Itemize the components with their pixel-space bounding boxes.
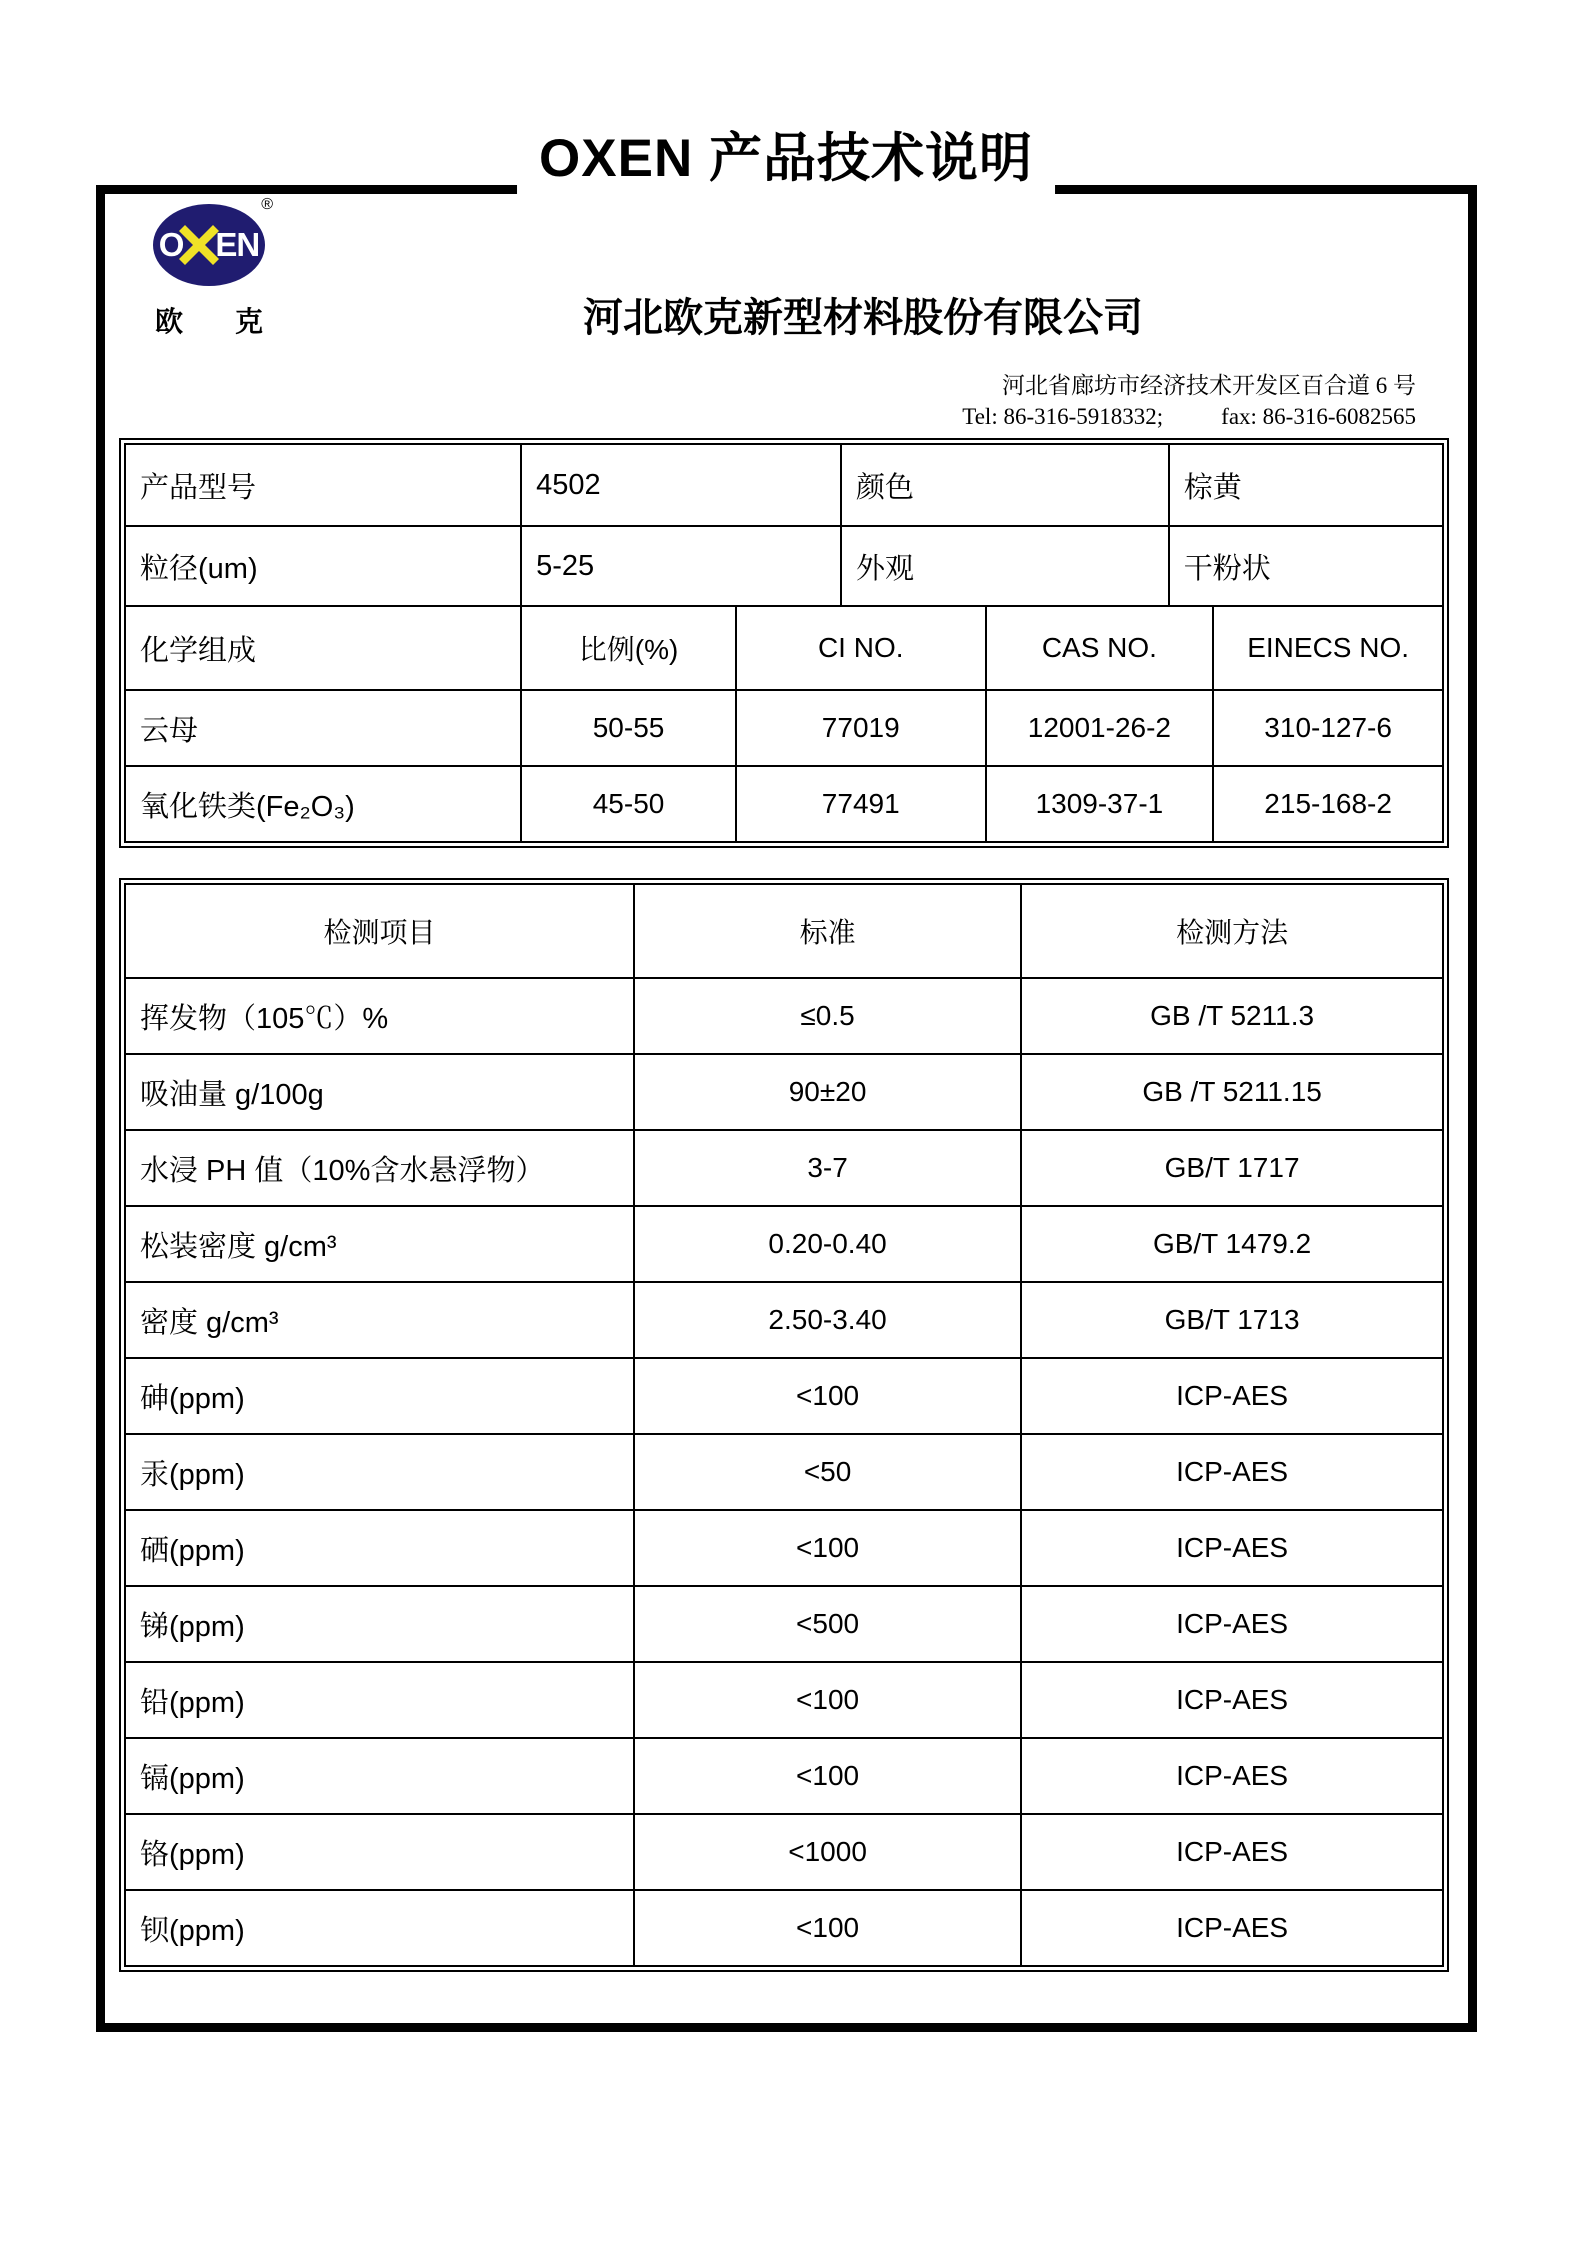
tel-text: Tel: 86-316-5918332; bbox=[962, 404, 1164, 429]
table-cell: 0.20-0.40 bbox=[633, 1205, 1020, 1281]
table-cell: 水浸 PH 值（10%含水悬浮物） bbox=[126, 1129, 633, 1205]
product-basic-grid bbox=[126, 445, 1442, 605]
table-cell: 5-25 bbox=[520, 525, 840, 605]
table-cell: ICP-AES bbox=[1020, 1737, 1442, 1813]
table-cell: 产品型号 bbox=[140, 471, 257, 504]
composition-grid bbox=[126, 605, 1442, 841]
table-cell: 棕黄 bbox=[1168, 445, 1442, 525]
table-cell: ≤0.5 bbox=[633, 977, 1020, 1053]
table-cell: 云母 bbox=[126, 689, 520, 765]
table-cell: <100 bbox=[633, 1737, 1020, 1813]
contact-line bbox=[962, 401, 1416, 432]
table-cell: GB/T 1717 bbox=[1020, 1129, 1442, 1205]
column-header: 检测方法 bbox=[1020, 885, 1442, 977]
address-line: 河北省廊坊市经济技术开发区百合道 6 号 bbox=[1002, 373, 1416, 398]
column-header: CAS NO. bbox=[985, 605, 1213, 689]
logo-caption-right: 克 bbox=[234, 306, 263, 337]
table-cell: ICP-AES bbox=[1020, 1585, 1442, 1661]
registered-trademark-icon: ® bbox=[261, 196, 273, 213]
table-cell: GB /T 5211.15 bbox=[1020, 1053, 1442, 1129]
table-cell: <100 bbox=[633, 1889, 1020, 1965]
table-cell: 45-50 bbox=[520, 765, 735, 841]
table-cell: 1309-37-1 bbox=[985, 765, 1213, 841]
table-cell: 12001-26-2 bbox=[985, 689, 1213, 765]
column-header: EINECS NO. bbox=[1212, 605, 1442, 689]
table-cell: 310-127-6 bbox=[1212, 689, 1442, 765]
column-header: CI NO. bbox=[735, 605, 985, 689]
table-cell: GB/T 1713 bbox=[1020, 1281, 1442, 1357]
table-cell: 钡(ppm) bbox=[126, 1889, 633, 1965]
table-cell: 4502 bbox=[520, 445, 840, 525]
table-cell: 粒径(um) bbox=[126, 525, 520, 605]
table-cell: 铬(ppm) bbox=[126, 1813, 633, 1889]
table-cell: 3-7 bbox=[633, 1129, 1020, 1205]
column-header: 检测项目 bbox=[323, 917, 436, 948]
oxen-logo-ellipse bbox=[153, 196, 273, 286]
table-cell: 挥发物（105℃）% bbox=[126, 977, 633, 1053]
table-cell: 镉(ppm) bbox=[126, 1737, 633, 1813]
table-cell: 颜色 bbox=[840, 445, 1168, 525]
table-cell: <100 bbox=[633, 1357, 1020, 1433]
table-cell: 铅(ppm) bbox=[126, 1661, 633, 1737]
logo-letter-o: O bbox=[158, 226, 184, 263]
table-cell: 硒(ppm) bbox=[126, 1509, 633, 1585]
test-table bbox=[119, 878, 1449, 1972]
table-cell: 77491 bbox=[735, 765, 985, 841]
table-cell: ICP-AES bbox=[1020, 1813, 1442, 1889]
test-grid bbox=[126, 885, 1442, 1965]
column-header: 比例(%) bbox=[520, 605, 735, 689]
table-cell: 锑(ppm) bbox=[126, 1585, 633, 1661]
table-cell: <1000 bbox=[633, 1813, 1020, 1889]
table-cell: 吸油量 g/100g bbox=[126, 1053, 633, 1129]
table-cell: <500 bbox=[633, 1585, 1020, 1661]
table-cell: 外观 bbox=[840, 525, 1168, 605]
table-cell: 氧化铁类(Fe₂O₃) bbox=[126, 765, 520, 841]
table-cell: ICP-AES bbox=[1020, 1889, 1442, 1965]
column-header: 标准 bbox=[633, 885, 1020, 977]
logo-caption bbox=[155, 300, 263, 340]
logo-caption-left: 欧 bbox=[155, 306, 184, 337]
logo-letters-en: EN bbox=[215, 226, 260, 263]
page-title: OXEN 产品技术说明 bbox=[517, 121, 1055, 197]
table-cell: 77019 bbox=[735, 689, 985, 765]
table-cell: ICP-AES bbox=[1020, 1357, 1442, 1433]
table-cell: 2.50-3.40 bbox=[633, 1281, 1020, 1357]
table-cell: ICP-AES bbox=[1020, 1509, 1442, 1585]
table-cell: <50 bbox=[633, 1433, 1020, 1509]
product-table bbox=[119, 438, 1449, 848]
table-cell: 90±20 bbox=[633, 1053, 1020, 1129]
table-cell: 砷(ppm) bbox=[126, 1357, 633, 1433]
company-name: 河北欧克新型材料股份有限公司 bbox=[583, 295, 1143, 340]
table-cell: 215-168-2 bbox=[1212, 765, 1442, 841]
fax-text: fax: 86-316-6082565 bbox=[1221, 404, 1416, 429]
company-logo bbox=[153, 196, 273, 340]
table-cell: <100 bbox=[633, 1661, 1020, 1737]
content-frame bbox=[96, 185, 1477, 2032]
star-x-icon bbox=[179, 225, 219, 265]
table-cell: <100 bbox=[633, 1509, 1020, 1585]
table-cell: ICP-AES bbox=[1020, 1661, 1442, 1737]
address-block bbox=[962, 370, 1416, 432]
column-header: 化学组成 bbox=[126, 605, 520, 689]
table-cell: GB/T 1479.2 bbox=[1020, 1205, 1442, 1281]
table-cell: 干粉状 bbox=[1168, 525, 1442, 605]
table-cell: 汞(ppm) bbox=[126, 1433, 633, 1509]
table-cell: ICP-AES bbox=[1020, 1433, 1442, 1509]
table-cell: GB /T 5211.3 bbox=[1020, 977, 1442, 1053]
table-cell: 50-55 bbox=[520, 689, 735, 765]
table-cell: 密度 g/cm³ bbox=[126, 1281, 633, 1357]
table-cell: 松装密度 g/cm³ bbox=[126, 1205, 633, 1281]
tables-area bbox=[119, 438, 1449, 1972]
